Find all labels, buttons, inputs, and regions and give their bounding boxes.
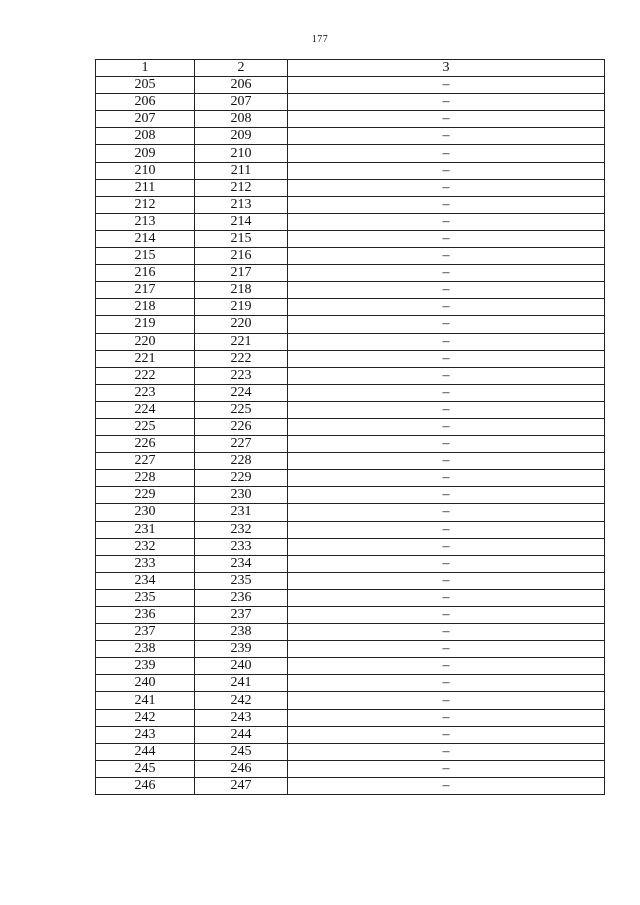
table-cell-col-3: – [288,265,605,282]
table-cell-col-3: – [288,77,605,94]
table-cell-col-2: 223 [195,367,288,384]
table-cell-col-3: – [288,248,605,265]
table-row [96,572,605,589]
table-row [96,675,605,692]
table-cell-col-3: – [288,333,605,350]
table-cell-col-2: 237 [195,607,288,624]
table-cell-col-3: – [288,213,605,230]
table-cell-col-2: 214 [195,213,288,230]
table-cell-col-3: – [288,282,605,299]
table-cell-col-1: 234 [96,572,195,589]
table-cell-col-3: – [288,470,605,487]
table-cell-col-2: 233 [195,538,288,555]
table-cell-col-3: – [288,196,605,213]
table-cell-col-3: – [288,760,605,777]
table-cell-col-3: – [288,162,605,179]
table-cell-col-3: – [288,726,605,743]
table-cell-col-2: 211 [195,162,288,179]
table-row [96,265,605,282]
table-cell-col-1: 245 [96,760,195,777]
table-cell-col-3: – [288,589,605,606]
table-cell-col-3: – [288,675,605,692]
table-row [96,333,605,350]
column-header-2: 2 [195,60,288,77]
table-cell-col-1: 230 [96,504,195,521]
table-cell-col-1: 236 [96,607,195,624]
table-cell-col-2: 238 [195,624,288,641]
table-row [96,299,605,316]
table-row [96,316,605,333]
table-row [96,350,605,367]
table-cell-col-2: 217 [195,265,288,282]
table-cell-col-1: 212 [96,196,195,213]
table-row [96,453,605,470]
table-cell-col-3: – [288,538,605,555]
table-row [96,726,605,743]
table-cell-col-2: 231 [195,504,288,521]
table-cell-col-2: 216 [195,248,288,265]
table-cell-col-2: 207 [195,94,288,111]
table-cell-col-1: 227 [96,453,195,470]
table-cell-col-3: – [288,367,605,384]
table-cell-col-1: 237 [96,624,195,641]
table-cell-col-2: 242 [195,692,288,709]
table-cell-col-2: 240 [195,658,288,675]
table-cell-col-2: 245 [195,743,288,760]
table-cell-col-1: 242 [96,709,195,726]
table-cell-col-1: 207 [96,111,195,128]
table-row [96,196,605,213]
table-cell-col-3: – [288,179,605,196]
table-cell-col-3: – [288,111,605,128]
table-body [96,77,605,795]
table-cell-col-2: 210 [195,145,288,162]
table-row [96,504,605,521]
table-row [96,128,605,145]
table-cell-col-1: 222 [96,367,195,384]
table-row [96,436,605,453]
table-cell-col-3: – [288,401,605,418]
table-cell-col-3: – [288,521,605,538]
table-cell-col-2: 222 [195,350,288,367]
table-cell-col-3: – [288,658,605,675]
table-cell-col-2: 239 [195,641,288,658]
table-cell-col-2: 234 [195,555,288,572]
table-row [96,162,605,179]
table-cell-col-1: 239 [96,658,195,675]
table-cell-col-1: 235 [96,589,195,606]
table-cell-col-1: 233 [96,555,195,572]
table-cell-col-3: – [288,641,605,658]
table-row [96,367,605,384]
table-row [96,94,605,111]
table-cell-col-1: 221 [96,350,195,367]
table-row [96,418,605,435]
table-cell-col-2: 241 [195,675,288,692]
table-row [96,777,605,794]
table-cell-col-3: – [288,94,605,111]
table-cell-col-3: – [288,418,605,435]
table-cell-col-2: 246 [195,760,288,777]
table-row [96,555,605,572]
table-row [96,658,605,675]
table-cell-col-2: 243 [195,709,288,726]
table-cell-col-2: 236 [195,589,288,606]
table-row [96,760,605,777]
table-cell-col-3: – [288,607,605,624]
table-cell-col-3: – [288,572,605,589]
table-cell-col-3: – [288,504,605,521]
table-row [96,230,605,247]
table-cell-col-1: 215 [96,248,195,265]
table-cell-col-2: 232 [195,521,288,538]
table-cell-col-2: 247 [195,777,288,794]
table-cell-col-1: 229 [96,487,195,504]
table-header-row [96,60,605,77]
table-cell-col-3: – [288,299,605,316]
table-cell-col-1: 225 [96,418,195,435]
table-cell-col-3: – [288,384,605,401]
table-cell-col-2: 213 [195,196,288,213]
table-cell-col-1: 208 [96,128,195,145]
table-cell-col-3: – [288,709,605,726]
column-header-3: 3 [288,60,605,77]
table-cell-col-2: 224 [195,384,288,401]
table-row [96,589,605,606]
table-row [96,179,605,196]
table-cell-col-2: 226 [195,418,288,435]
table-cell-col-1: 231 [96,521,195,538]
table-cell-col-3: – [288,128,605,145]
table-cell-col-2: 218 [195,282,288,299]
table-cell-col-2: 209 [195,128,288,145]
table-cell-col-3: – [288,777,605,794]
table-cell-col-1: 220 [96,333,195,350]
table-cell-col-2: 208 [195,111,288,128]
table-row [96,384,605,401]
table-cell-col-1: 214 [96,230,195,247]
table-cell-col-1: 246 [96,777,195,794]
table-row [96,692,605,709]
table-cell-col-2: 230 [195,487,288,504]
table-cell-col-1: 217 [96,282,195,299]
table-row [96,470,605,487]
table-cell-col-3: – [288,743,605,760]
table-cell-col-1: 232 [96,538,195,555]
table-cell-col-3: – [288,145,605,162]
table-cell-col-2: 244 [195,726,288,743]
table-row [96,607,605,624]
table-cell-col-2: 225 [195,401,288,418]
table-row [96,521,605,538]
table-cell-col-2: 206 [195,77,288,94]
table-cell-col-1: 226 [96,436,195,453]
table-cell-col-1: 223 [96,384,195,401]
table-row [96,248,605,265]
table-cell-col-3: – [288,487,605,504]
table-cell-col-3: – [288,624,605,641]
data-table [95,59,605,795]
column-header-1: 1 [96,60,195,77]
table-row [96,538,605,555]
table-row [96,111,605,128]
table-cell-col-3: – [288,230,605,247]
table-cell-col-1: 216 [96,265,195,282]
table-cell-col-1: 244 [96,743,195,760]
table-cell-col-1: 218 [96,299,195,316]
table-row [96,743,605,760]
table-cell-col-2: 235 [195,572,288,589]
table-cell-col-2: 221 [195,333,288,350]
table-row [96,709,605,726]
table-cell-col-1: 238 [96,641,195,658]
table-cell-col-1: 205 [96,77,195,94]
page-number: 177 [311,34,329,45]
table-cell-col-2: 215 [195,230,288,247]
table-cell-col-3: – [288,316,605,333]
table-row [96,77,605,94]
table-cell-col-2: 229 [195,470,288,487]
table-cell-col-1: 228 [96,470,195,487]
table-cell-col-1: 241 [96,692,195,709]
table-cell-col-1: 206 [96,94,195,111]
table-cell-col-3: – [288,555,605,572]
table-row [96,487,605,504]
table-cell-col-2: 220 [195,316,288,333]
table-cell-col-1: 209 [96,145,195,162]
table-row [96,624,605,641]
table-cell-col-1: 240 [96,675,195,692]
table-cell-col-2: 219 [195,299,288,316]
table-header [96,60,605,77]
table-cell-col-2: 227 [195,436,288,453]
table-row [96,401,605,418]
table-cell-col-3: – [288,453,605,470]
table-row [96,145,605,162]
table-cell-col-1: 210 [96,162,195,179]
table-cell-col-1: 224 [96,401,195,418]
table-row [96,641,605,658]
table-cell-col-3: – [288,692,605,709]
table-cell-col-2: 228 [195,453,288,470]
table-cell-col-1: 211 [96,179,195,196]
table-cell-col-1: 219 [96,316,195,333]
table-row [96,213,605,230]
table-row [96,282,605,299]
table-cell-col-2: 212 [195,179,288,196]
table-cell-col-3: – [288,436,605,453]
table-cell-col-1: 243 [96,726,195,743]
table-cell-col-1: 213 [96,213,195,230]
table-cell-col-3: – [288,350,605,367]
